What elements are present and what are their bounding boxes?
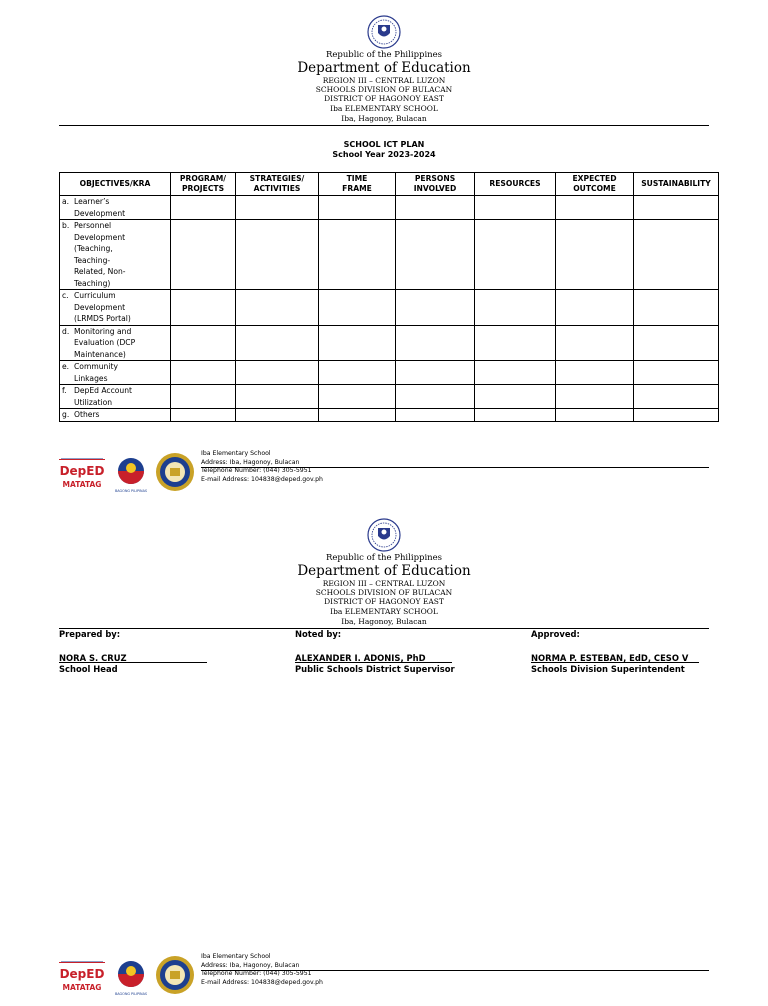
deped-matatag-logo (59, 959, 105, 995)
footer-logos (59, 953, 199, 999)
deped-matatag-logo (59, 456, 105, 492)
plan-title: SCHOOL ICT PLAN (343, 140, 425, 149)
table-row (60, 361, 719, 385)
footer-rule (201, 970, 709, 971)
svg-text:BAGONG PILIPINAS: BAGONG PILIPINAS (114, 489, 148, 493)
table-row (60, 196, 719, 220)
footer-address: Address: Iba, Hagonoy, Bulacan (201, 961, 300, 969)
kra-cell: e. Community Linkages (60, 361, 171, 385)
kra-cell: d. Monitoring and Evaluation (DCP Maintenance) (60, 325, 171, 361)
approved-title: Schools Division Superintendent (531, 664, 685, 674)
footer-rule-short (59, 459, 105, 460)
department-title: Department of Education (297, 60, 471, 76)
col-resources: RESOURCES (475, 173, 556, 196)
svg-text:MATATAG: MATATAG (62, 480, 102, 489)
noted-signature-line (295, 662, 452, 663)
footer-email: E-mail Address: 104838@deped.gov.ph (201, 475, 323, 483)
svg-text:BAGONG PILIPINAS: BAGONG PILIPINAS (114, 992, 148, 996)
table-row (60, 220, 719, 290)
footer-rule (201, 467, 709, 468)
col-persons: PERSONS INVOLVED (396, 173, 475, 196)
kra-cell: c. Curriculum Development (LRMDS Portal) (60, 290, 171, 326)
school-year: School Year 2023-2024 (332, 150, 436, 159)
header-rule (59, 628, 709, 629)
school-text: Iba ELEMENTARY SCHOOL (330, 104, 438, 113)
bagong-pilipinas-logo (113, 456, 149, 494)
table-row (60, 409, 719, 422)
table-header-row (60, 173, 719, 196)
prepared-signature-line (59, 662, 207, 663)
col-time-frame: TIME FRAME (319, 173, 396, 196)
noted-label: Noted by: (295, 629, 342, 639)
region-text: REGION III – CENTRAL LUZON (322, 579, 446, 588)
department-title: Department of Education (297, 563, 471, 579)
col-strategies: STRATEGIES/ ACTIVITIES (236, 173, 319, 196)
footer-school: Iba Elementary School (201, 953, 271, 960)
district-text: DISTRICT OF HAGONOY EAST (324, 94, 444, 103)
footer-telephone: Telephone Number: (044) 305-5951 (201, 970, 312, 978)
footer-email: E-mail Address: 104838@deped.gov.ph (201, 978, 323, 986)
republic-text: Republic of the Philippines (325, 553, 443, 563)
col-outcome: EXPECTED OUTCOME (556, 173, 634, 196)
footer-logos (59, 450, 199, 496)
deped-seal-icon (367, 15, 401, 49)
bagong-pilipinas-logo (113, 959, 149, 997)
district-text: DISTRICT OF HAGONOY EAST (324, 597, 444, 606)
table-row (60, 325, 719, 361)
col-program: PROGRAM/ PROJECTS (171, 173, 236, 196)
prepared-label: Prepared by: (59, 629, 121, 639)
table-row (60, 385, 719, 409)
noted-name: ALEXANDER I. ADONIS, PhD (295, 653, 426, 663)
noted-title: Public Schools District Supervisor (295, 664, 455, 674)
svg-text:MATATAG: MATATAG (62, 983, 102, 992)
school-seal-icon (155, 452, 195, 492)
svg-text:DepED: DepED (59, 967, 105, 981)
kra-cell: g. Others (60, 409, 171, 422)
address-text: Iba, Hagonoy, Bulacan (341, 617, 427, 626)
division-text: SCHOOLS DIVISION OF BULACAN (315, 85, 453, 94)
region-text: REGION III – CENTRAL LUZON (322, 76, 446, 85)
kra-cell: b. Personnel Development (Teaching, Teaching- Related, Non- Teaching) (60, 220, 171, 290)
footer-school: Iba Elementary School (201, 450, 271, 457)
kra-cell: f. DepEd Account Utilization (60, 385, 171, 409)
republic-text: Republic of the Philippines (325, 50, 443, 60)
school-seal-icon (155, 955, 195, 995)
col-objectives: OBJECTIVES/KRA (60, 173, 171, 196)
approved-signature-line (531, 662, 699, 663)
kra-cell: a. Learner’s Development (60, 196, 171, 220)
division-text: SCHOOLS DIVISION OF BULACAN (315, 588, 453, 597)
footer-address: Address: Iba, Hagonoy, Bulacan (201, 458, 300, 466)
table-row (60, 290, 719, 326)
prepared-title: School Head (59, 664, 118, 674)
col-sustainability: SUSTAINABILITY (634, 173, 719, 196)
header-rule (59, 125, 709, 126)
svg-text:DepED: DepED (59, 464, 105, 478)
school-text: Iba ELEMENTARY SCHOOL (330, 607, 438, 616)
prepared-name: NORA S. CRUZ (59, 653, 127, 663)
footer-telephone: Telephone Number: (044) 305-5951 (201, 467, 312, 475)
deped-seal-icon (367, 518, 401, 552)
approved-label: Approved: (531, 629, 580, 639)
footer-rule-short (59, 962, 105, 963)
approved-name: NORMA P. ESTEBAN, EdD, CESO V (531, 653, 689, 663)
address-text: Iba, Hagonoy, Bulacan (341, 114, 427, 123)
ict-plan-table (59, 172, 719, 422)
